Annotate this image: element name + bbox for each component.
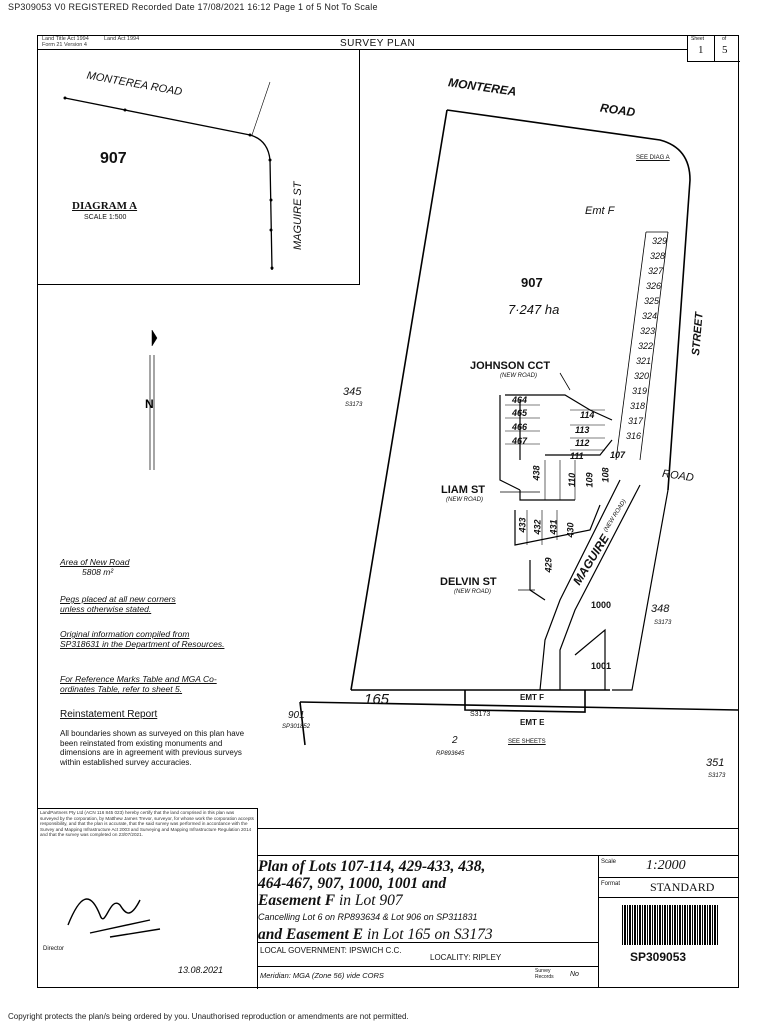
- lot-329: 329: [652, 236, 668, 246]
- leader-lines: [500, 373, 570, 590]
- lot-324: 324: [642, 311, 658, 321]
- copyright-footer: Copyright protects the plan/s being ordered by you. Unauthorised reproduction or amendments are not permitted.: [8, 1012, 409, 1021]
- maguire-new-road: (NEW ROAD): [603, 498, 628, 534]
- original-info-note: Original information compiled from SP318631 in the Department of Resources.: [60, 629, 225, 649]
- liam-st-label: LIAM ST: [441, 484, 485, 496]
- johnson-cct-label: JOHNSON CCT: [470, 360, 551, 372]
- lot-323: 323: [640, 326, 656, 336]
- plan-number: SP309053: [630, 950, 687, 964]
- land-act-meta: Land Act 1994: [104, 36, 140, 42]
- certificate-text: LandPartners Pty Ltd (ACN 116 845 023) hereby certify that the land comprised in this plan was surveyed by the corporation, by Matthew James Trevor, surveyor, for whose work the corporation accepts responsibility, and that the plan is accurate, that the said survey was performed in accordance with the Survey and Mapping Infrastructure Act 2003 and Surveying and Mapping Infrastructure Regulation 2014 and that the survey was completed on 23/07/2021.: [40, 810, 254, 837]
- lot-320: 320: [634, 371, 650, 381]
- lot-1001-label: 1001: [591, 661, 612, 671]
- north-letter: N: [145, 397, 154, 411]
- title-line-2: 464-467, 907, 1000, 1001 and: [258, 875, 447, 892]
- pegs-note: Pegs placed at all new corners unless otherwise stated.: [60, 594, 176, 614]
- local-gov-label: LOCAL GOVERNMENT:: [260, 946, 347, 955]
- lot-465: 465: [512, 408, 528, 418]
- lot-345-ref: S3173: [345, 402, 363, 408]
- lot-114: 114: [580, 410, 595, 420]
- diagram-street-label: MAGUIRE ST: [292, 181, 304, 250]
- format-label: Format: [601, 881, 621, 887]
- area-note-value: 5808 m²: [82, 567, 114, 577]
- lot-109: 109: [584, 472, 595, 488]
- sheet-number: 1: [698, 44, 704, 56]
- easement-e-lot: in Lot 165 on S3173: [363, 926, 493, 943]
- lot-467: 467: [512, 436, 528, 446]
- maguire-label: MAGUIRE: [570, 531, 612, 588]
- diagram-a-lines: [65, 82, 272, 270]
- delvin-new-road: (NEW ROAD): [454, 589, 491, 595]
- title-block-divider: [598, 855, 599, 988]
- s3173-label: S3173: [470, 711, 491, 718]
- monterea-road-label: ROAD: [599, 100, 637, 120]
- plan-of-lots-title: [258, 858, 598, 943]
- diagram-road-label: MONTEREA ROAD: [85, 69, 184, 99]
- title-line-3: [258, 892, 598, 909]
- format-value: STANDARD: [650, 880, 715, 894]
- lot-318: 318: [630, 401, 646, 411]
- survey-records-label: Survey Records: [535, 968, 554, 980]
- lot-165-label: 165: [364, 691, 390, 708]
- scale-bar-line: [257, 828, 739, 829]
- diagram-a-scale: SCALE 1:500: [84, 214, 127, 221]
- reinstatement-title: Reinstatement Report: [60, 709, 158, 720]
- meta-line-2: Form 21 Version 4: [42, 42, 87, 48]
- meridian-text: Meridian: MGA (Zone 56) vide CORS: [260, 971, 384, 980]
- diagram-a-pegs: [64, 97, 274, 270]
- lot-1000-label: 1000: [591, 600, 612, 610]
- emt-f-label: EMT F: [520, 693, 544, 702]
- lot-466: 466: [512, 422, 528, 432]
- area-note: [60, 557, 129, 577]
- lot-2-label: 2: [452, 735, 458, 746]
- signature-icon: [60, 885, 170, 945]
- lot-328: 328: [650, 251, 666, 261]
- lot-907-label: 907: [521, 275, 543, 290]
- liam-new-road: (NEW ROAD): [446, 497, 483, 503]
- sheet-total: 5: [722, 44, 728, 56]
- lot-325: 325: [644, 296, 660, 306]
- survey-records-value: No: [570, 971, 579, 978]
- lot-464: 464: [512, 395, 528, 405]
- local-gov-line: [257, 942, 598, 943]
- lot-108: 108: [600, 467, 611, 483]
- plan-no-line: [598, 897, 739, 898]
- lot-110: 110: [567, 472, 578, 488]
- see-diag-a: SEE DIAG A: [636, 155, 670, 161]
- lot-111: 111: [570, 451, 584, 461]
- lot-348-label: 348: [651, 603, 670, 615]
- lot-112: 112: [575, 438, 590, 448]
- sheet-label: Sheet: [691, 36, 705, 42]
- locality-value: RIPLEY: [472, 953, 502, 962]
- meta-line-1: Land Title Act 1994: [42, 36, 89, 42]
- reinstatement-text: All boundaries shown as surveyed on this plan have been reinstated from existing monuments and dimensions are in agreement with previous surveys within established survey accuracies.: [60, 729, 245, 767]
- director-label: Director: [43, 946, 65, 952]
- emt-e-label: EMT E: [520, 718, 545, 727]
- lot-901-label: 901: [288, 710, 305, 721]
- of-label: of: [722, 36, 727, 42]
- title-line-5: [258, 926, 598, 943]
- local-gov-value: IPSWICH C.C.: [349, 946, 402, 955]
- lot-431: 431: [548, 519, 559, 535]
- see-sheets-label: SEE SHEETS: [508, 739, 546, 745]
- lot-438: 438: [531, 465, 542, 481]
- title-line-1: Plan of Lots 107-114, 429-433, 438,: [258, 858, 486, 875]
- lot-907-area: 7·247 ha: [508, 302, 560, 317]
- easement-f: Easement F: [258, 892, 336, 909]
- diagram-a-title: DIAGRAM A: [72, 200, 138, 212]
- lot-326: 326: [646, 281, 662, 291]
- lot-901-ref: SP301852: [282, 724, 311, 730]
- local-gov: [260, 946, 402, 955]
- meridian-line: [257, 966, 598, 967]
- lot-429: 429: [543, 557, 554, 573]
- lot-319: 319: [632, 386, 648, 396]
- locality-label: LOCALITY:: [430, 953, 471, 962]
- lot-2-ref: RP893645: [436, 751, 465, 757]
- lot-432: 432: [532, 519, 543, 535]
- lot-321: 321: [636, 356, 652, 366]
- recorded-header: SP309053 V0 REGISTERED Recorded Date 17/08/2021 16:12 Page 1 of 5 Not To Scale: [8, 2, 378, 12]
- emt-f-top-label: Emt F: [585, 205, 615, 217]
- diagram-lot-907: 907: [100, 150, 127, 167]
- plan-title: SURVEY PLAN: [340, 38, 416, 49]
- easement-e: and Easement E: [258, 926, 364, 943]
- lot-430: 430: [565, 522, 576, 538]
- lot-317: 317: [628, 416, 644, 426]
- lot-345-label: 345: [343, 386, 362, 398]
- street-label: STREET: [690, 311, 706, 357]
- locality: [430, 953, 501, 962]
- lot-433: 433: [517, 517, 528, 533]
- scale-value: 1:2000: [646, 858, 686, 873]
- johnson-new-road: (NEW ROAD): [500, 373, 537, 379]
- title-block-top: [257, 855, 739, 856]
- format-line: [598, 877, 739, 878]
- scale-label: Scale: [601, 859, 617, 865]
- lot-348-ref: S3173: [654, 620, 672, 626]
- lot-316: 316: [626, 431, 642, 441]
- lot-327: 327: [648, 266, 664, 276]
- cancelling-line: Cancelling Lot 6 on RP893634 & Lot 906 on SP311831: [258, 912, 478, 922]
- signature-date: 13.08.2021: [178, 965, 224, 975]
- delvin-st-label: DELVIN ST: [440, 576, 497, 588]
- reference-note: For Reference Marks Table and MGA Co-ordinates Table, refer to sheet 5.: [60, 674, 217, 694]
- lot-113: 113: [575, 425, 590, 435]
- lot-107: 107: [610, 450, 626, 460]
- road-right-label: ROAD: [661, 467, 695, 485]
- lot-322: 322: [638, 341, 654, 351]
- lot-351-label: 351: [706, 757, 725, 769]
- area-note-label: Area of New Road: [60, 557, 130, 567]
- easement-f-lot: in Lot 907: [335, 892, 403, 909]
- barcode-icon: [622, 905, 718, 945]
- monterea-label: MONTEREA: [447, 75, 518, 99]
- lot-351-ref: S3173: [708, 773, 726, 779]
